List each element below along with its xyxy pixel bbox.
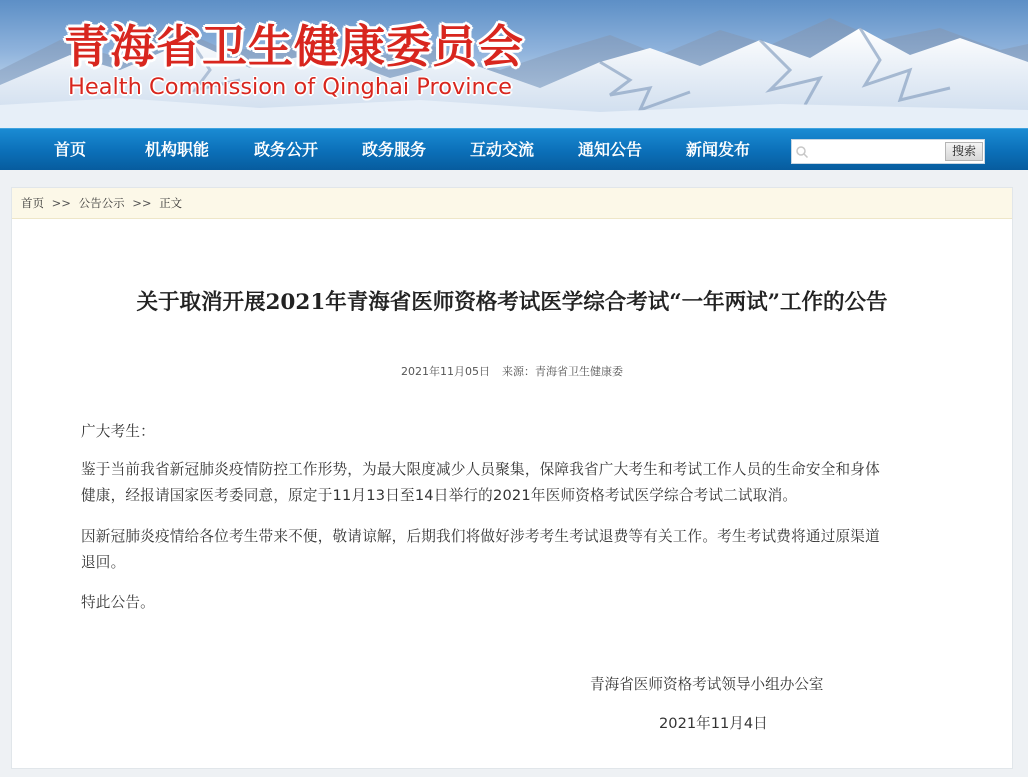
article-title: 关于取消开展2021年青海省医师资格考试医学综合考试“一年两试”工作的公告 bbox=[136, 290, 888, 315]
article-meta bbox=[12, 363, 1012, 379]
article-paragraph-1-line-2: 健康，经报请国家医考委同意，原定于11月13日至14日举行的2021年医师资格考试医学综合考试二试取消。 bbox=[81, 487, 798, 504]
site-banner bbox=[0, 0, 1028, 128]
search-input[interactable] bbox=[812, 141, 942, 162]
breadcrumb-announcements[interactable]: 公告公示 bbox=[78, 196, 125, 210]
site-title-chinese: 青海省卫生健康委员会 bbox=[64, 20, 525, 73]
nav-item-notices[interactable]: 通知公告 bbox=[578, 140, 643, 159]
search-icon bbox=[795, 145, 809, 159]
nav-item-interaction[interactable]: 互动交流 bbox=[470, 140, 535, 159]
search-box bbox=[791, 139, 985, 164]
breadcrumb-separator: >> bbox=[132, 196, 152, 210]
main-nav bbox=[0, 128, 1028, 170]
article-source: 来源：青海省卫生健康委 bbox=[502, 365, 623, 378]
article-paragraph-1-line-1: 鉴于当前我省新冠肺炎疫情防控工作形势，为最大限度减少人员聚集，保障我省广大考生和考试工作人员的生命安全和身体 bbox=[81, 461, 880, 478]
article-date: 2021年11月05日 bbox=[401, 365, 490, 378]
breadcrumb-separator: >> bbox=[51, 196, 71, 210]
nav-item-news[interactable]: 新闻发布 bbox=[686, 140, 751, 159]
article-panel bbox=[11, 187, 1013, 769]
article-salutation: 广大考生： bbox=[81, 423, 155, 440]
nav-item-home[interactable]: 首页 bbox=[54, 140, 87, 159]
breadcrumb-home[interactable]: 首页 bbox=[21, 196, 44, 210]
article-paragraph-2-line-1: 因新冠肺炎疫情给各位考生带来不便，敬请谅解，后期我们将做好涉考考生考试退费等有关工作。考生考试费将通过原渠道 bbox=[81, 528, 880, 545]
article-paragraph-2-line-2: 退回。 bbox=[81, 554, 126, 571]
search-button[interactable]: 搜索 bbox=[945, 142, 983, 161]
breadcrumb-current: 正文 bbox=[159, 196, 183, 210]
nav-item-government-affairs[interactable]: 政务公开 bbox=[254, 140, 319, 159]
nav-item-government-services[interactable]: 政务服务 bbox=[362, 140, 427, 159]
signature-organization: 青海省医师资格考试领导小组办公室 bbox=[590, 676, 824, 693]
signature-date: 2021年11月4日 bbox=[659, 715, 768, 732]
site-title-english: Health Commission of Qinghai Province bbox=[68, 74, 513, 100]
nav-item-functions[interactable]: 机构职能 bbox=[145, 140, 210, 159]
article-closing: 特此公告。 bbox=[81, 594, 155, 611]
breadcrumb bbox=[12, 188, 1012, 219]
